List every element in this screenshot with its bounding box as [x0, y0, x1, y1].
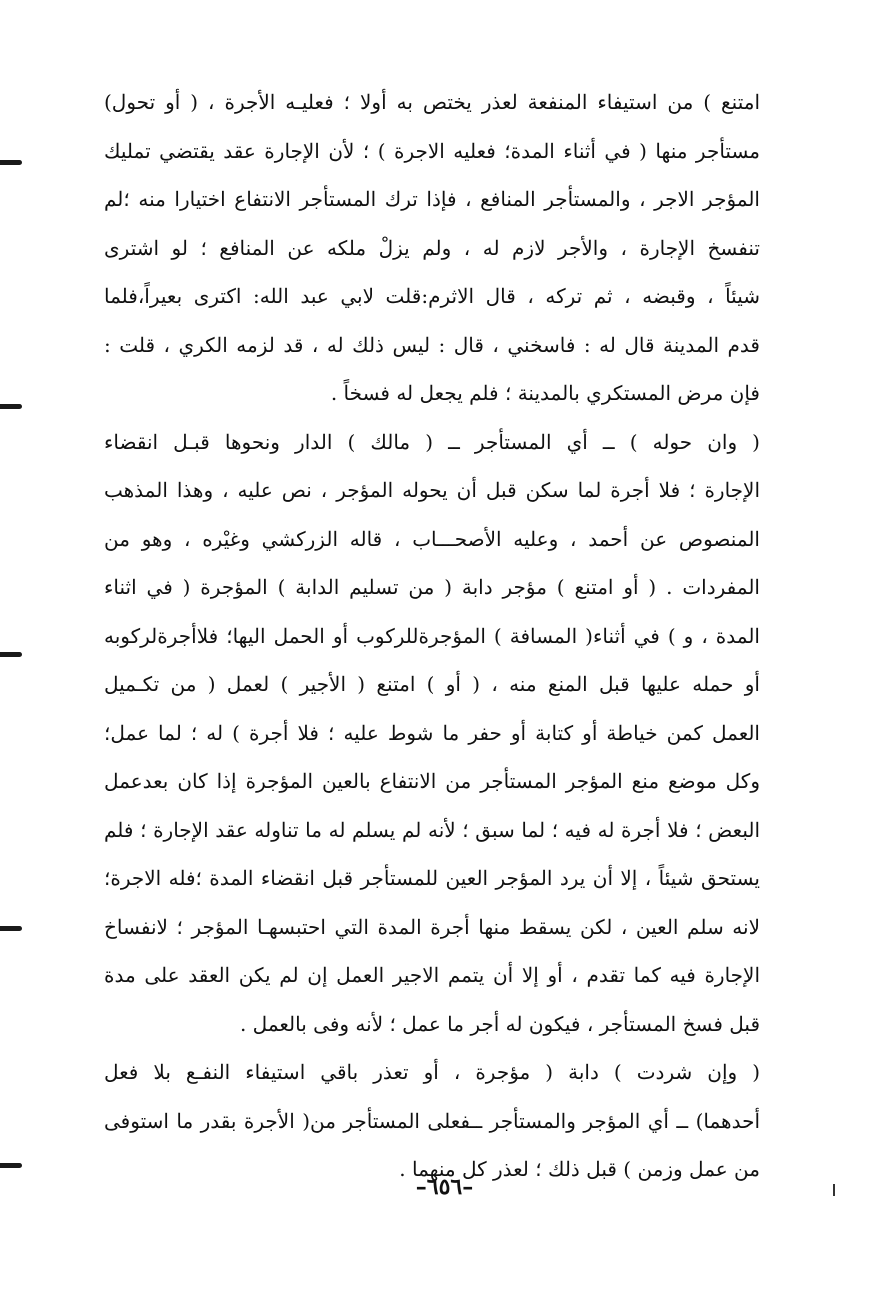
text-line: الإجارة فيه كما تقدم ، أو إلا أن يتمم الاجير العمل إن لم يكن العقد على مدة — [104, 963, 760, 987]
margin-mark — [0, 926, 22, 931]
text-line: البعض ؛ فلا أجرة له فيه ؛ لما سبق ؛ لأنه لم يسلم له ما تناوله عقد الإجارة ؛ فلم — [104, 817, 760, 842]
margin-mark — [0, 1163, 22, 1168]
text-line: شيئاً ، وقبضه ، ثم تركه ، قال الاثرم:قلت لابي عبد الله: اكترى بعيراً،فلما — [104, 284, 760, 308]
text-line: المفردات . ( أو امتنع ) مؤجر دابة ( من تسليم الدابة ) المؤجرة ( في اثناء — [104, 575, 760, 599]
text-line: العمل كمن خياطة أو كتابة أو حفر ما شوط عليه ؛ فلا أجرة ) له ؛ لما عمل؛ — [104, 720, 760, 745]
page-number: –٦٥٦– — [415, 1174, 474, 1200]
text-line: المؤجر الاجر ، والمستأجر المنافع ، فإذا ترك المستأجر الانتفاع اختيارا منه ؛لم — [104, 187, 760, 211]
text-line: لانه سلم العين ، لكن يسقط منها أجرة المدة التي احتبسهـا المؤجر ؛ لانفساخ — [104, 914, 760, 939]
page-body — [104, 78, 760, 1194]
text-line: الإجارة ؛ فلا أجرة لما سكن قبل أن يحوله المؤجر ، نص عليه ، وهذا المذهب — [104, 478, 760, 502]
text-line: تنفسخ الإجارة ، والأجر لازم له ، ولم يزلْ ملكه عن المنافع ؛ لو اشترى — [104, 235, 760, 260]
margin-mark — [0, 652, 22, 657]
margin-mark — [0, 404, 22, 409]
text-line: أو حمله عليها قبل المنع منه ، ( أو ) امتنع ( الأجير ) لعمل ( من تكـميل — [104, 672, 760, 696]
text-line: فإن مرض المستكري بالمدينة ؛ فلم يجعل له فسخاً . — [330, 381, 760, 405]
text-line: أحدهما) ــ أي المؤجر والمستأجر ــفعلى المستأجر من( الأجرة بقدر ما استوفى — [104, 1108, 760, 1133]
text-line: المنصوص عن أحمد ، وعليه الأصحـــاب ، قاله الزركشي وغيْره ، وهو من — [104, 526, 760, 551]
text-line: امتنع ) من استيفاء المنفعة لعذر يختص به أولا ؛ فعليـه الأجرة ، ( أو تحول) — [104, 90, 760, 114]
margin-tick — [833, 1184, 835, 1196]
margin-mark — [0, 160, 22, 165]
text-line: قبل فسخ المستأجر ، فيكون له أجر ما عمل ؛ لأنه وفى بالعمل . — [239, 1011, 760, 1036]
text-line: ( وان حوله ) ــ أي المستأجر ــ ( مالك ) الدار ونحوها قبـل انقضاء — [104, 429, 760, 454]
text-line: يستحق شيئاً ، إلا أن يرد المؤجر العين للمستأجر قبل انقضاء المدة ؛فله الاجرة؛ — [104, 866, 760, 890]
text-line: وكل موضع منع المؤجر المستأجر من الانتفاع بالعين المؤجرة إذا كان بعدعمل — [104, 769, 760, 793]
text-line: من عمل وزمن ) قبل ذلك ؛ لعذر كل منهما . — [399, 1157, 760, 1181]
text-line: مستأجر منها ( في أثناء المدة؛ فعليه الاجرة ) ؛ لأن الإجارة عقد يقتضي تمليك — [104, 138, 760, 163]
text-line: قدم المدينة قال له : فاسخني ، قال : ليس ذلك له ، قد لزمه الكري ، قلت : — [104, 332, 760, 357]
text-line: المدة ، و ) في أثناء( المسافة ) المؤجرةللركوب أو الحمل اليها؛ فلاأجرةلركوبه — [104, 623, 760, 648]
text-line: ( وإن شردت ) دابة ( مؤجرة ، أو تعذر باقي استيفاء النفـع بلا فعل — [104, 1060, 760, 1084]
